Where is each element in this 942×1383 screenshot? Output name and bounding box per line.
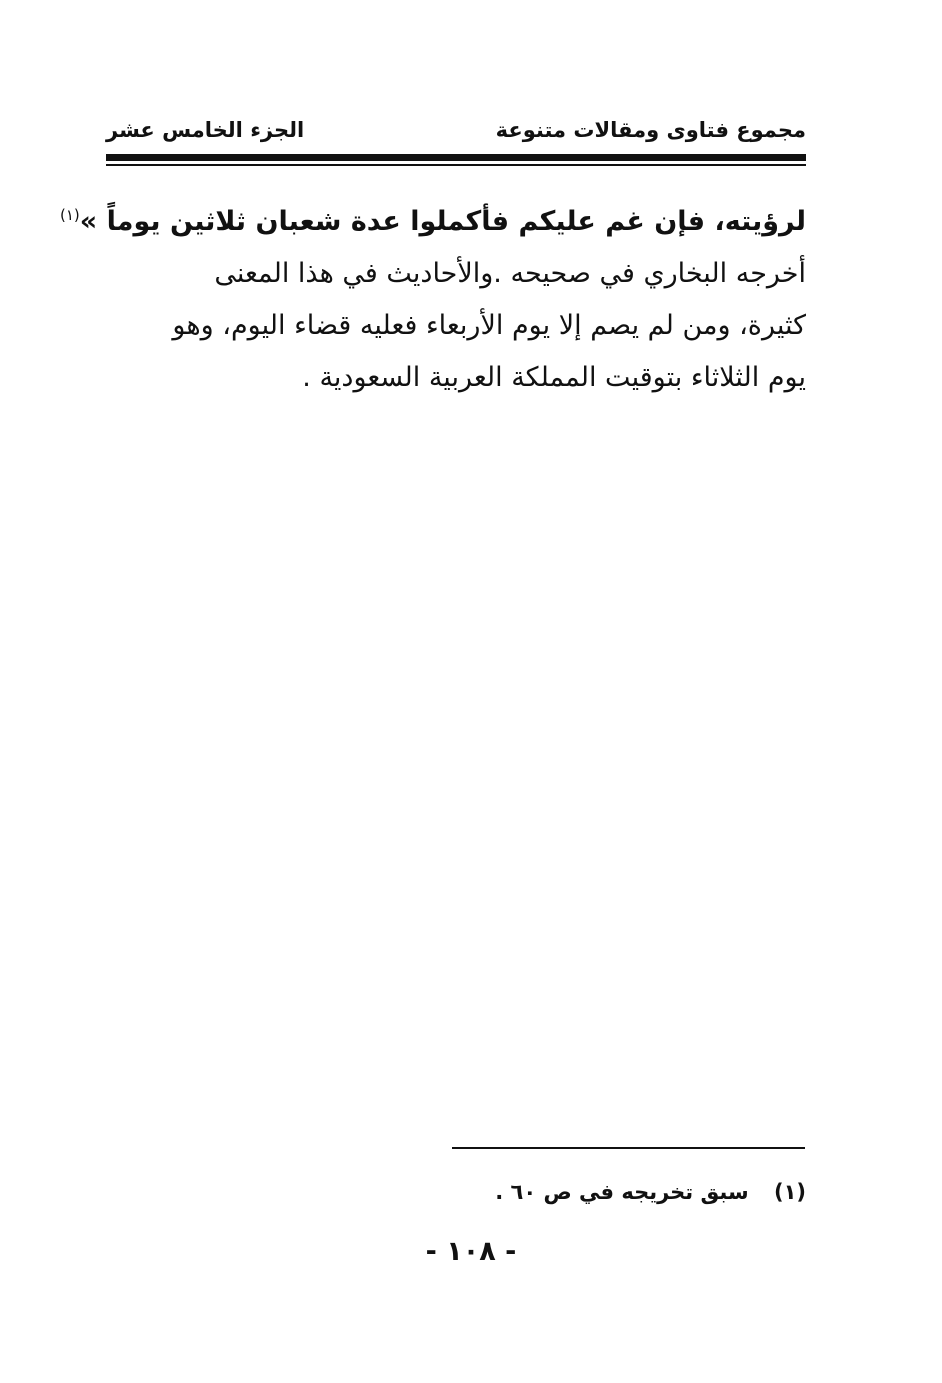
header-rule-thick [106, 154, 806, 161]
body-text [60, 196, 806, 404]
footnote-marker: (١) [773, 1180, 806, 1204]
body-line-1 [60, 196, 806, 248]
body-line-2: أخرجه البخاري في صحيحه .والأحاديث في هذا المعنى [214, 258, 806, 289]
volume-label: الجزء الخامس عشر [106, 118, 305, 142]
body-line-3: كثيرة، ومن لم يصم إلا يوم الأربعاء فعليه قضاء اليوم، وهو [172, 310, 806, 341]
footnote-text: سبق تخريجه في ص ٦٠ . [495, 1180, 749, 1204]
body-line-4: يوم الثلاثاء بتوقيت المملكة العربية السعودية . [302, 362, 806, 393]
footnote [106, 1180, 806, 1204]
page-number: - ١٠٨ - [425, 1236, 517, 1267]
hadith-quote: لرؤيته، فإن غم عليكم فأكملوا عدة شعبان ثلاثين يوماً » [79, 206, 806, 237]
running-header [106, 112, 806, 148]
book-title: مجموع فتاوى ومقالات متنوعة [495, 118, 806, 142]
footnote-reference: (١) [60, 206, 80, 224]
header-rule-thin [106, 164, 806, 166]
footnote-separator [452, 1147, 805, 1149]
